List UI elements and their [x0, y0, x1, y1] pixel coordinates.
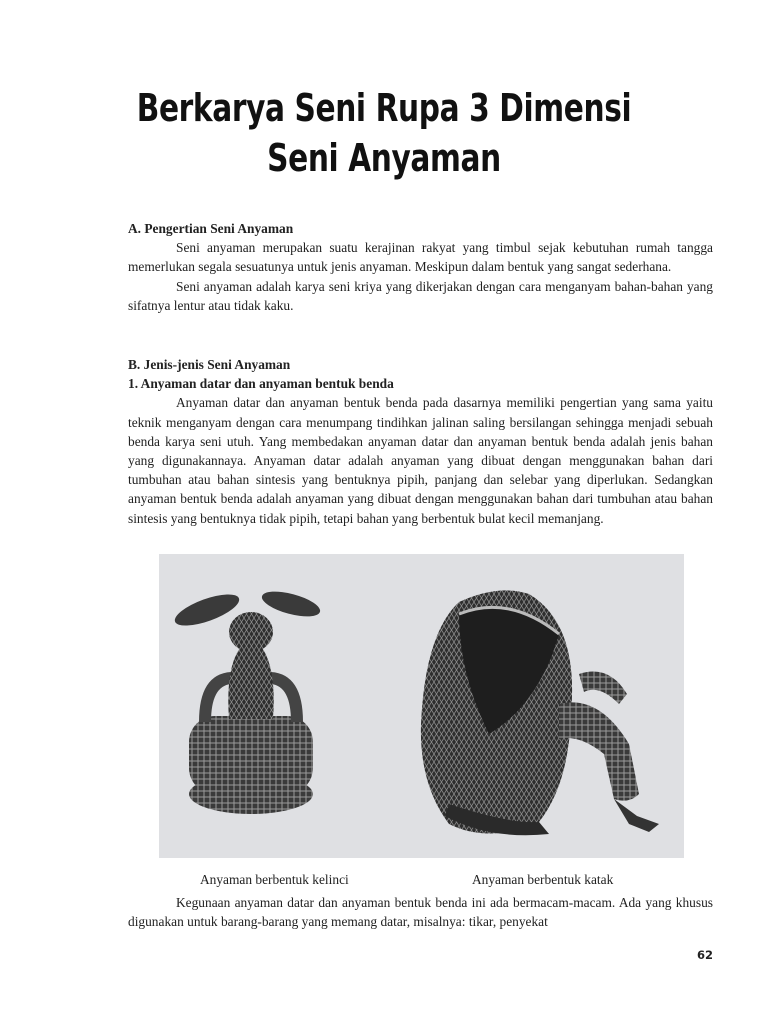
- section-a-paragraph-2: Seni anyaman adalah karya seni kriya yang dikerjakan dengan cara menganyam bahan-bahan yang sifatnya lentur atau tidak kaku.: [128, 278, 713, 313]
- page-title-line-1: Berkarya Seni Rupa 3 Dimensi: [136, 86, 632, 130]
- woven-crafts-photo: [159, 554, 684, 858]
- rabbit-basket-figure: [171, 587, 322, 814]
- section-b-subheading: 1. Anyaman datar dan anyaman bentuk benda: [128, 376, 394, 392]
- section-b: [128, 355, 713, 528]
- page-title-line-2: Seni Anyaman: [267, 136, 501, 180]
- frog-figure: [421, 590, 659, 835]
- section-b-heading: B. Jenis-jenis Seni Anyaman: [128, 357, 291, 372]
- section-b-paragraph-1: Anyaman datar dan anyaman bentuk benda pada dasarnya memiliki pengertian yang sama yaitu teknik menganyam dengan cara menumpang tindihkan jalinan saling bersilangan sehingga menjadi sebuah benda karya seni utuh. Yang membedakan anyaman datar dan anyaman bentuk benda adalah jenis bahan yang digunakannaya. Anyaman datar adalah anyaman yang dibuat dengan menggunakan bahan dari tumbuhan atau bahan sintesis yang bentuknya pipih, panjang dan selebar yang diperlukan. Sedangkan anyaman bentuk benda adalah anyaman yang dibuat dengan menggunakan bahan dari tumbuhan atau bahan sintesis yang bentuknya tidak pipih, tetapi bahan yang berbentuk bulat kecil memanjang.: [128, 395, 713, 526]
- woven-crafts-illustration: [159, 554, 684, 858]
- section-a-heading: A. Pengertian Seni Anyaman: [128, 221, 294, 236]
- section-a-paragraph-1: Seni anyaman merupakan suatu kerajinan rakyat yang timbul sejak kebutuhan rumah tangga memerlukan segala sesuatunya untuk jenis anyaman. Meskipun dalam bentuk yang sangat sederhana.: [128, 240, 713, 275]
- figure-caption-frog: Anyaman berbentuk katak: [472, 872, 614, 887]
- section-a: [128, 219, 713, 315]
- figure-caption-rabbit: Anyaman berbentuk kelinci: [200, 872, 349, 887]
- page-number: 62: [697, 948, 714, 962]
- closing-paragraph: Kegunaan anyaman datar dan anyaman bentuk benda ini ada bermacam-macam. Ada yang khusus digunakan untuk barang-barang yang memang datar, misalnya: tikar, penyekat: [128, 895, 713, 930]
